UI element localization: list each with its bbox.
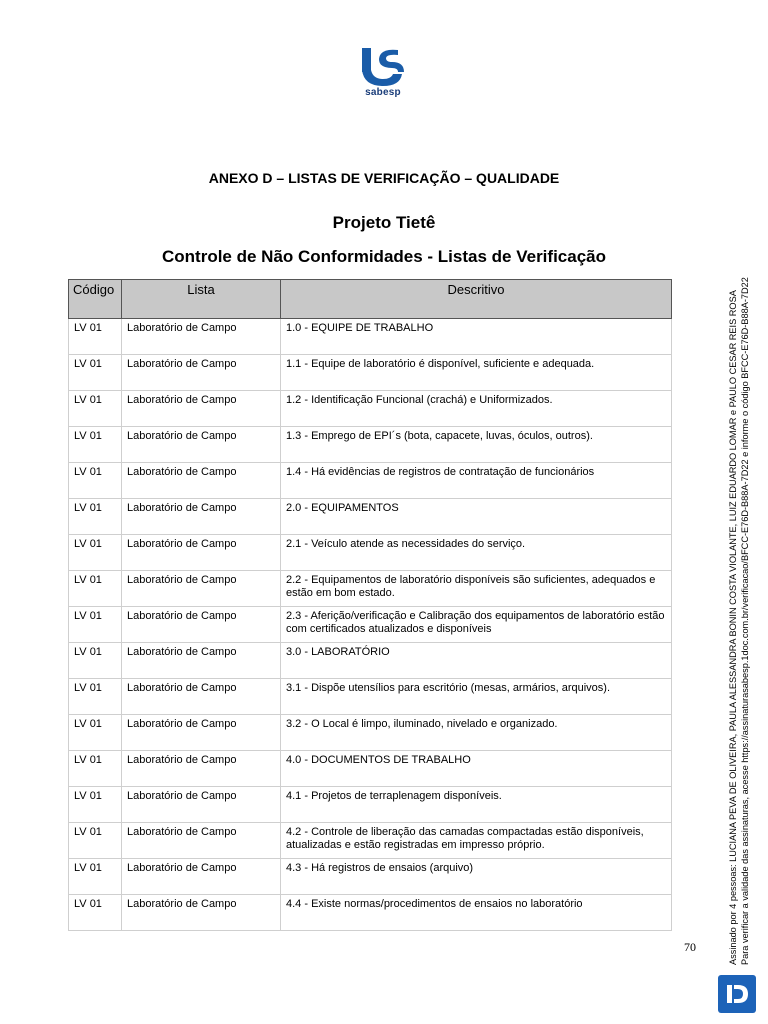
table-row xyxy=(69,571,672,607)
table-row xyxy=(69,391,672,427)
page-number: 70 xyxy=(684,940,696,954)
cell-descritivo: 3.2 - O Local é limpo, iluminado, nivelado e organizado. xyxy=(281,715,672,751)
cell-codigo: LV 01 xyxy=(69,751,122,787)
cell-lista: Laboratório de Campo xyxy=(122,715,281,751)
cell-lista: Laboratório de Campo xyxy=(122,823,281,859)
cell-descritivo: 4.2 - Controle de liberação das camadas compactadas estão disponíveis, atualizadas e estão registradas em impresso próprio. xyxy=(281,823,672,859)
cell-descritivo: 3.1 - Dispõe utensílios para escritório (mesas, armários, arquivos). xyxy=(281,679,672,715)
cell-descritivo: 1.0 - EQUIPE DE TRABALHO xyxy=(281,319,672,355)
cell-lista: Laboratório de Campo xyxy=(122,499,281,535)
signature-badge[interactable] xyxy=(718,975,756,1013)
cell-codigo: LV 01 xyxy=(69,643,122,679)
cell-descritivo: 1.2 - Identificação Funcional (crachá) e Uniformizados. xyxy=(281,391,672,427)
table-header-row xyxy=(69,280,672,319)
table-row xyxy=(69,427,672,463)
table-row xyxy=(69,895,672,931)
cell-lista: Laboratório de Campo xyxy=(122,535,281,571)
table-row xyxy=(69,679,672,715)
cell-lista: Laboratório de Campo xyxy=(122,571,281,607)
header-codigo: Código xyxy=(69,280,122,319)
cell-lista: Laboratório de Campo xyxy=(122,355,281,391)
cell-codigo: LV 01 xyxy=(69,535,122,571)
cell-codigo: LV 01 xyxy=(69,895,122,931)
cell-descritivo: 2.3 - Aferição/verificação e Calibração dos equipamentos de laboratório estão com certificados atualizados e disponíveis xyxy=(281,607,672,643)
signature-notice xyxy=(727,275,751,965)
header-lista: Lista xyxy=(122,280,281,319)
cell-codigo: LV 01 xyxy=(69,427,122,463)
cell-codigo: LV 01 xyxy=(69,499,122,535)
cell-codigo: LV 01 xyxy=(69,355,122,391)
cell-codigo: LV 01 xyxy=(69,679,122,715)
table-row xyxy=(69,499,672,535)
cell-codigo: LV 01 xyxy=(69,463,122,499)
cell-codigo: LV 01 xyxy=(69,823,122,859)
cell-codigo: LV 01 xyxy=(69,571,122,607)
cell-descritivo: 4.1 - Projetos de terraplenagem disponíveis. xyxy=(281,787,672,823)
logo-text: sabesp xyxy=(365,87,401,98)
table-row xyxy=(69,643,672,679)
table-row xyxy=(69,607,672,643)
cell-descritivo: 4.4 - Existe normas/procedimentos de ensaios no laboratório xyxy=(281,895,672,931)
cell-codigo: LV 01 xyxy=(69,607,122,643)
table-row xyxy=(69,355,672,391)
cell-lista: Laboratório de Campo xyxy=(122,391,281,427)
cell-lista: Laboratório de Campo xyxy=(122,787,281,823)
annex-title: ANEXO D – LISTAS DE VERIFICAÇÃO – QUALIDADE xyxy=(208,170,560,186)
cell-descritivo: 1.1 - Equipe de laboratório é disponível, suficiente e adequada. xyxy=(281,355,672,391)
cell-descritivo: 2.1 - Veículo atende as necessidades do serviço. xyxy=(281,535,672,571)
cell-lista: Laboratório de Campo xyxy=(122,895,281,931)
table-title: Controle de Não Conformidades - Listas de Verificação xyxy=(162,247,606,266)
table-row xyxy=(69,823,672,859)
table-row xyxy=(69,463,672,499)
header-descritivo: Descritivo xyxy=(281,280,672,319)
cell-lista: Laboratório de Campo xyxy=(122,751,281,787)
1doc-logo-icon xyxy=(718,975,756,1013)
sabesp-logo xyxy=(358,46,408,104)
cell-codigo: LV 01 xyxy=(69,319,122,355)
cell-lista: Laboratório de Campo xyxy=(122,859,281,895)
cell-lista: Laboratório de Campo xyxy=(122,607,281,643)
cell-lista: Laboratório de Campo xyxy=(122,679,281,715)
table-row xyxy=(69,715,672,751)
cell-descritivo: 4.3 - Há registros de ensaios (arquivo) xyxy=(281,859,672,895)
cell-codigo: LV 01 xyxy=(69,859,122,895)
cell-lista: Laboratório de Campo xyxy=(122,319,281,355)
cell-codigo: LV 01 xyxy=(69,787,122,823)
cell-descritivo: 1.3 - Emprego de EPI´s (bota, capacete, luvas, óculos, outros). xyxy=(281,427,672,463)
cell-descritivo: 4.0 - DOCUMENTOS DE TRABALHO xyxy=(281,751,672,787)
sabesp-logo-icon xyxy=(358,46,408,88)
checklist-table xyxy=(68,279,672,931)
table-row xyxy=(69,787,672,823)
cell-lista: Laboratório de Campo xyxy=(122,427,281,463)
table-row xyxy=(69,319,672,355)
cell-descritivo: 1.4 - Há evidências de registros de contratação de funcionários xyxy=(281,463,672,499)
signature-line-verification[interactable]: Para verificar a validade das assinaturas, acesse https://assinaturasabesp.1doc.com.br/verificacao/BFCC-E76D-B88A-7D22 e informe o código BFCC-E76D-B88A-7D22 xyxy=(740,277,750,965)
signature-line-signers: Assinado por 4 pessoas: LUCIANA PEVA DE OLIVEIRA, PAULA ALESSANDRA BONIN COSTA VIOLANTE, LUIZ EDUARDO LOMAR e PAULO CESAR REIS ROSA xyxy=(728,290,738,965)
cell-codigo: LV 01 xyxy=(69,715,122,751)
table-row xyxy=(69,859,672,895)
cell-descritivo: 2.2 - Equipamentos de laboratório disponíveis são suficientes, adequados e estão em bom estado. xyxy=(281,571,672,607)
project-title: Projeto Tietê xyxy=(332,213,436,232)
cell-descritivo: 2.0 - EQUIPAMENTOS xyxy=(281,499,672,535)
cell-lista: Laboratório de Campo xyxy=(122,463,281,499)
cell-descritivo: 3.0 - LABORATÓRIO xyxy=(281,643,672,679)
cell-codigo: LV 01 xyxy=(69,391,122,427)
table-row xyxy=(69,535,672,571)
cell-lista: Laboratório de Campo xyxy=(122,643,281,679)
table-row xyxy=(69,751,672,787)
